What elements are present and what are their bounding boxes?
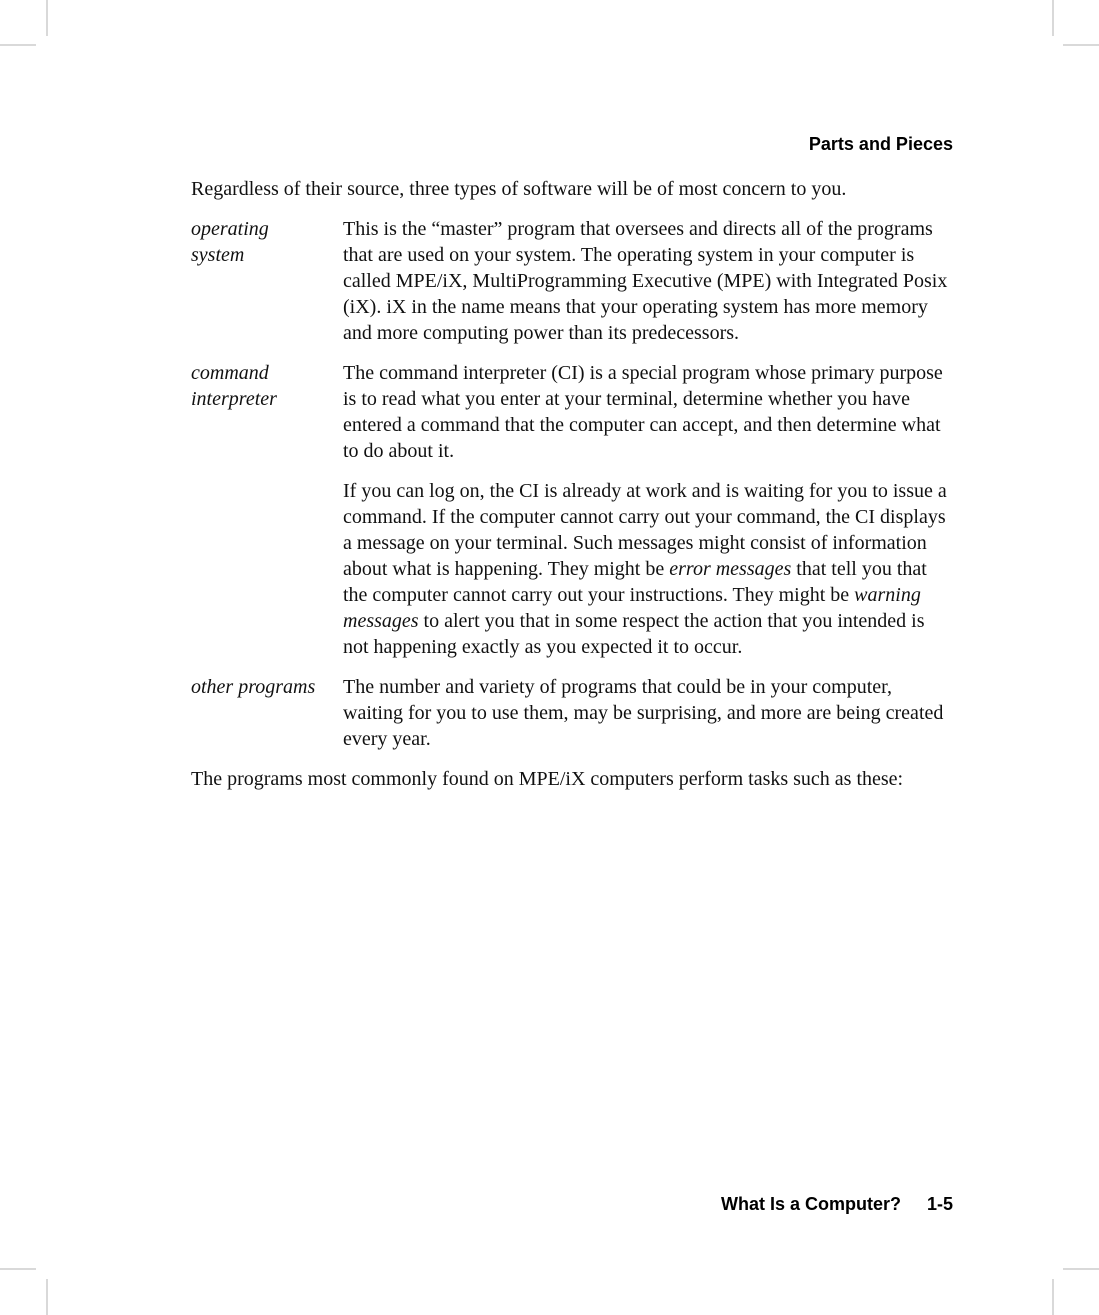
definition-term-line: system (191, 244, 245, 266)
definition-term-line: interpreter (191, 388, 277, 410)
definition-body (343, 216, 953, 346)
definition-body (343, 360, 953, 660)
emphasis-text: warning messages (343, 584, 921, 632)
crop-mark-bottom-right-vertical (1052, 1279, 1054, 1315)
definition-row (191, 360, 957, 660)
closing-paragraph: The programs most commonly found on MPE/iX computers perform tasks such as these: (191, 768, 904, 790)
crop-mark-top-right-vertical (1052, 0, 1054, 36)
definition-term (191, 216, 343, 268)
footer-page-number: 1-5 (926, 1194, 953, 1214)
body-paragraph: The command interpreter (CI) is a special program whose primary purpose is to read what you enter at your terminal, determine whether you have entered a command that the computer can accept, and then determine what to do about it. (343, 362, 943, 462)
definition-row (191, 674, 957, 752)
body-paragraph: This is the “master” program that oversees and directs all of the programs that are used on your system. The operating system in your computer is called MPE/iX, MultiProgramming Executive (MPE) with Integrated Posix (iX). iX in the name means that your operating system has more memory and more computing power than its predecessors. (343, 218, 948, 344)
definition-term (191, 360, 343, 412)
crop-mark-bottom-left-horizontal (0, 1268, 36, 1270)
definition-term-line: operating (191, 218, 269, 240)
body-paragraph: If you can log on, the CI is already at work and is waiting for you to issue a command. If the computer cannot carry out your command, the CI displays a message on your terminal. Such messages might consist of information about what is happening. They might be error messages that tell you that the computer cannot carry out your instructions. They might be warning messages to alert you that in some respect the action that you intended is not happening exactly as you expected it to occur. (343, 480, 947, 658)
definition-body (343, 674, 953, 752)
definitions-list (191, 216, 957, 752)
emphasis-text: error messages (669, 558, 792, 580)
crop-mark-top-left-horizontal (0, 44, 36, 46)
body-paragraph: The number and variety of programs that could be in your computer, waiting for you to use them, may be surprising, and more are being created every year. (343, 676, 944, 750)
definition-row (191, 216, 957, 346)
running-footer (721, 1193, 953, 1215)
crop-mark-top-left-vertical (46, 0, 48, 36)
crop-mark-bottom-right-horizontal (1063, 1268, 1099, 1270)
definition-term-line: command (191, 362, 269, 384)
crop-mark-top-right-horizontal (1063, 44, 1099, 46)
running-header: Parts and Pieces (808, 134, 953, 154)
intro-paragraph: Regardless of their source, three types of software will be of most concern to you. (191, 178, 847, 200)
definition-term (191, 674, 343, 700)
page-content (191, 176, 957, 806)
footer-title: What Is a Computer? (720, 1194, 901, 1214)
crop-mark-bottom-left-vertical (46, 1279, 48, 1315)
definition-term-line: other programs (191, 676, 316, 698)
